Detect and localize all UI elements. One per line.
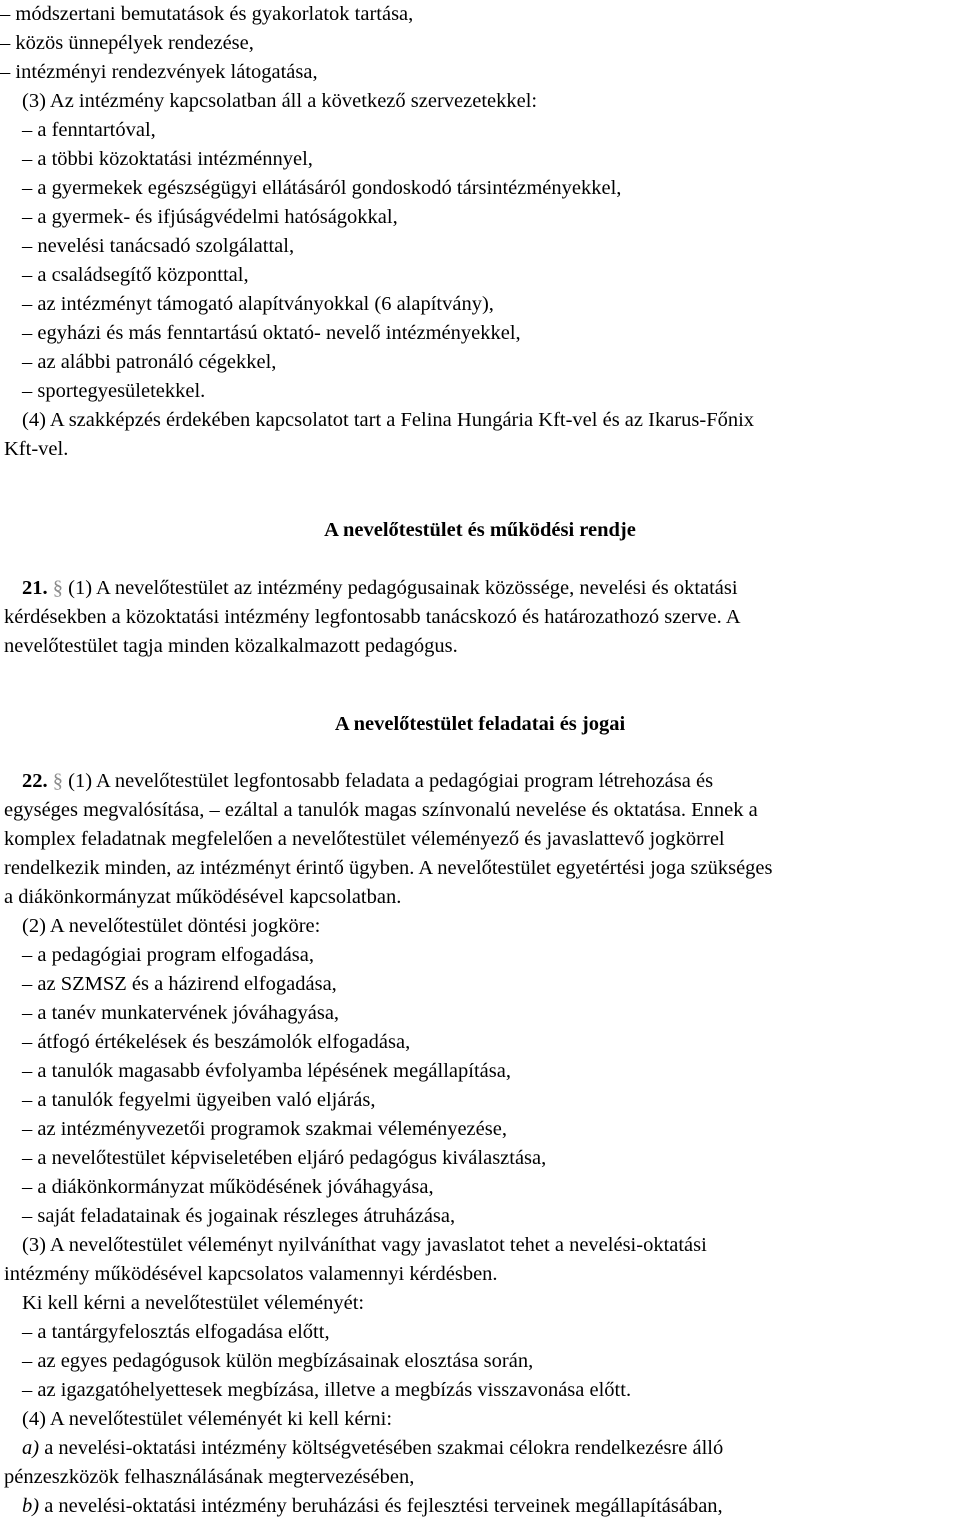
item-text: a nevelési-oktatási intézmény beruházási és fejlesztési terveinek megállapításában,: [39, 1495, 723, 1517]
list-item: – az igazgatóhelyettesek megbízása, illetve a megbízás visszavonása előtt.: [22, 1379, 632, 1401]
item-text: a nevelési-oktatási intézmény költségvetésében szakmai célokra rendelkezésre álló: [39, 1437, 724, 1459]
list-item: – átfogó értékelések és beszámolók elfogadása,: [22, 1031, 411, 1053]
list-item: – egyházi és más fenntartású oktató- nevelő intézményekkel,: [22, 322, 521, 344]
list-item: – nevelési tanácsadó szolgálattal,: [22, 235, 295, 257]
section-heading: A nevelőtestület és működési rendje: [324, 519, 636, 541]
list-item: – a diákönkormányzat működésének jóváhagyása,: [22, 1176, 434, 1198]
section-mark: §: [52, 770, 63, 792]
list-item: [0, 1434, 960, 1462]
paragraph-line: (3) A nevelőtestület véleményt nyilváníthat vagy javaslatot tehet a nevelési-oktatási: [22, 1234, 707, 1256]
list-item: – saját feladatainak és jogainak részleges átruházása,: [22, 1205, 456, 1227]
list-item: – a tanév munkatervének jóváhagyása,: [22, 1002, 340, 1024]
list-item: – az egyes pedagógusok külön megbízásainak elosztása során,: [22, 1350, 534, 1372]
section-mark: §: [52, 577, 63, 599]
paragraph-line: komplex feladatnak megfelelően a nevelőtestület véleményező és javaslattevő jogkörrel: [4, 828, 725, 850]
list-item: – az SZMSZ és a házirend elfogadása,: [22, 973, 337, 995]
paragraph-line: Kft-vel.: [4, 438, 69, 460]
list-item: – sportegyesületekkel.: [22, 380, 206, 402]
paragraph-line: kérdésekben a közoktatási intézmény legfontosabb tanácskozó és határozathozó szerve. A: [4, 606, 741, 628]
list-item: – az intézményvezetői programok szakmai véleményezése,: [22, 1118, 507, 1140]
paragraph-line: (2) A nevelőtestület döntési jogköre:: [22, 915, 321, 937]
list-item: – közös ünnepélyek rendezése,: [0, 32, 254, 54]
item-label: a): [22, 1437, 40, 1459]
paragraph-line: (4) A szakképzés érdekében kapcsolatot tart a Felina Hungária Kft-vel és az Ikarus-Főnix: [22, 409, 755, 431]
paragraph-line: pénzeszközök felhasználásának megtervezésében,: [4, 1466, 415, 1488]
section-heading: A nevelőtestület feladatai és jogai: [334, 713, 626, 735]
paragraph-line: nevelőtestület tagja minden közalkalmazott pedagógus.: [4, 635, 458, 657]
list-item: – intézményi rendezvények látogatása,: [0, 61, 318, 83]
list-item: [0, 1492, 960, 1520]
paragraph-line: (3) Az intézmény kapcsolatban áll a következő szervezetekkel:: [22, 90, 538, 112]
list-item: – az alábbi patronáló cégekkel,: [22, 351, 277, 373]
list-item: – a gyermek- és ifjúságvédelmi hatóságokkal,: [22, 206, 398, 228]
paragraph-line: egységes megvalósítása, – ezáltal a tanulók magas színvonalú nevelése és oktatása. Ennek a: [4, 799, 758, 821]
list-item: – az intézményt támogató alapítványokkal (6 alapítvány),: [22, 293, 494, 315]
list-item: – módszertani bemutatások és gyakorlatok tartása,: [0, 3, 414, 25]
list-item: – a családsegítő központtal,: [22, 264, 249, 286]
list-item: – a többi közoktatási intézménnyel,: [22, 148, 313, 170]
list-item: – a pedagógiai program elfogadása,: [22, 944, 315, 966]
list-item: – a tantárgyfelosztás elfogadása előtt,: [22, 1321, 330, 1343]
paragraph-line: [0, 574, 960, 602]
paragraph-line: rendelkezik minden, az intézményt érintő ügyben. A nevelőtestület egyetértési joga szükséges: [4, 857, 773, 879]
paragraph-line: (4) A nevelőtestület véleményét ki kell kérni:: [22, 1408, 393, 1430]
list-item: – a nevelőtestület képviseletében eljáró pedagógus kiválasztása,: [22, 1147, 547, 1169]
paragraph-line: Ki kell kérni a nevelőtestület véleményét:: [22, 1292, 365, 1314]
paragraph-line: intézmény működésével kapcsolatos valamennyi kérdésben.: [4, 1263, 498, 1285]
list-item: – a fenntartóval,: [22, 119, 156, 141]
paragraph-number: 21.: [22, 577, 48, 599]
list-item: – a tanulók magasabb évfolyamba lépésének megállapítása,: [22, 1060, 511, 1082]
item-label: b): [22, 1495, 40, 1517]
paragraph-number: 22.: [22, 770, 48, 792]
paragraph-text: (1) A nevelőtestület legfontosabb feladata a pedagógiai program létrehozása és: [63, 770, 714, 792]
list-item: – a gyermekek egészségügyi ellátásáról gondoskodó társintézményekkel,: [22, 177, 622, 199]
list-item: – a tanulók fegyelmi ügyeiben való eljárás,: [22, 1089, 376, 1111]
paragraph-line: [0, 767, 960, 795]
paragraph-text: (1) A nevelőtestület az intézmény pedagógusainak közössége, nevelési és oktatási: [63, 577, 738, 599]
paragraph-line: a diákönkormányzat működésével kapcsolatban.: [4, 886, 402, 908]
